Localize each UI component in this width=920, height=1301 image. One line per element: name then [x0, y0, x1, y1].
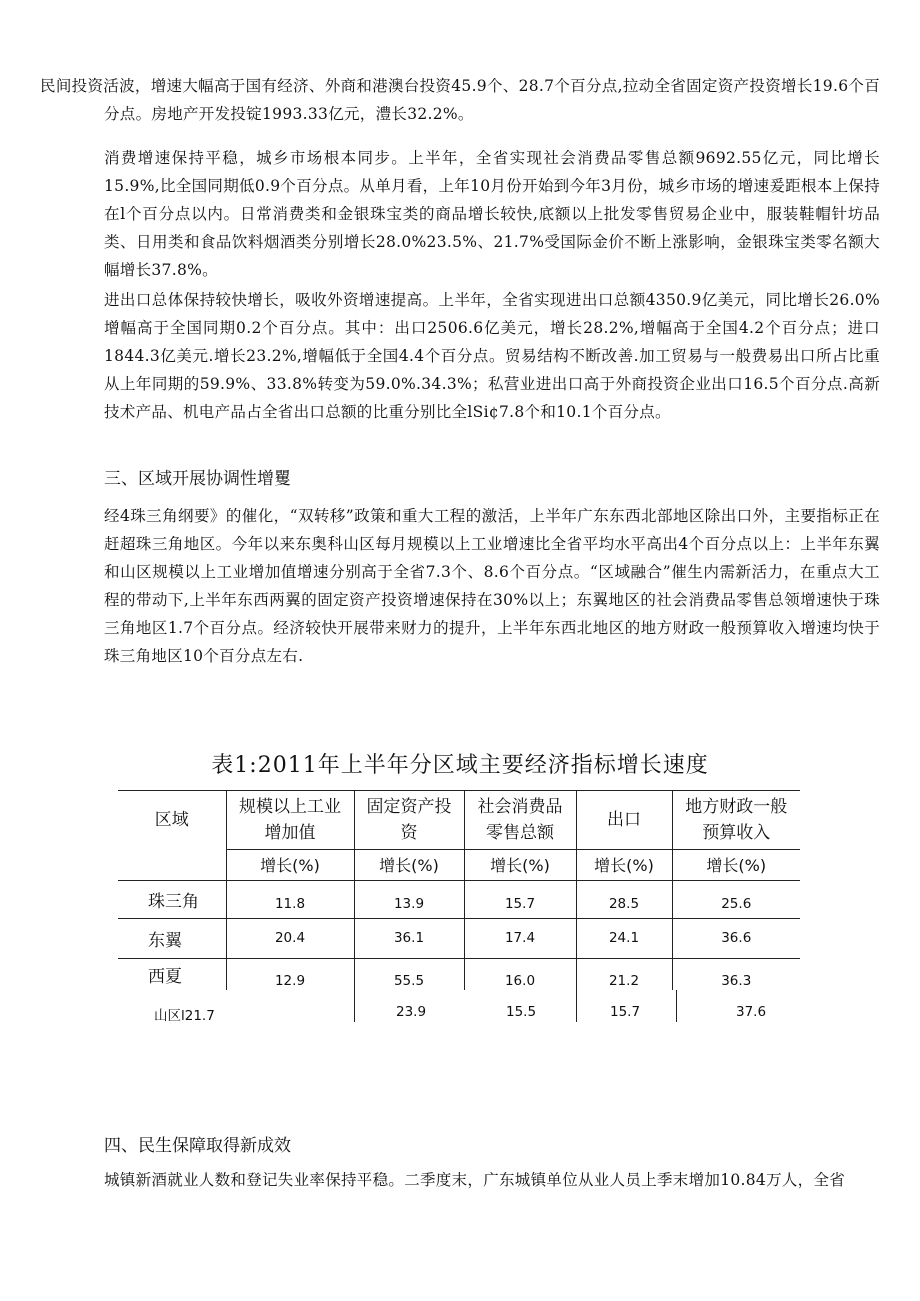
column-header: 社会消费品 零售总额	[464, 791, 576, 850]
table-cell: 23.9	[396, 1004, 427, 1020]
table-unit-row	[118, 849, 800, 880]
paragraph-text: 经4珠三角纲要》的催化，“双转移”政策和重大工程的激活，上半年广东东西北部地区除出口外，主要指标正在赶超珠三角地区。今年以来东奥科山区每月规模以上工业增速比全省平均水平高出4个百分点以上：上半年东翼和山区规模以上工业增加值增速分别高于全省7.3个、8.6个百分点。“区域融合”催生内需新活力，在重点大工程的带动下,上半年东西两翼的固定资产投资增速保持在30%以上；东翼地区的社会消费品零售总领增速快于珠三角地区1.7个百分点。经济较快开展带来财力的提升，上半年东西北地区的地方财政一般预算收入增速均快于珠三角地区10个百分点左右.	[104, 507, 880, 665]
paragraph-text: 消费增速保持平稳，城乡市场根本同步。上半年，全省实现社会消费品零售总额9692.55亿元，同比增长15.9%,比全国同期低0.9个百分点。从单月看，上年10月份开始到今年3月份，城乡市场的增速爰距根本上保持在l个百分点以内。日常消费类和金银珠宝类的商品增长较快,底额以上批发零售贸易企业中，服装鞋帽针坊品类、日用类和食品饮料烟酒类分别增长28.0%23.5%、21.7%受国际金价不断上涨影响，金银珠宝类零名额大幅增长37.8%。	[104, 149, 880, 279]
table-row-mountain	[148, 990, 800, 1022]
table-cell: 12.9	[226, 958, 354, 990]
region-header: 区域	[118, 791, 226, 850]
row-label: 东翼	[118, 918, 226, 958]
table-cell: 11.8	[226, 880, 354, 918]
section-heading-livelihood: 四、民生保障取得新成效	[104, 1136, 291, 1156]
paragraph-employment	[104, 1166, 880, 1194]
table-cell: 25.6	[672, 880, 800, 918]
table-row	[118, 918, 800, 958]
paragraph-text: 民间投资活波，增速大幅高于国有经济、外商和港澳台投资45.9个、28.7个百分点,拉动全省固定资产投资增长19.6个百分点。房地产开发投锭1993.33亿元，澧长32.2%。	[40, 77, 880, 123]
unit-cell: 增长(%)	[672, 849, 800, 880]
unit-cell: 增长(%)	[226, 849, 354, 880]
unit-cell-empty	[118, 849, 226, 880]
row-label: 山区l21.7	[154, 1008, 215, 1024]
table-cell: 36.6	[672, 918, 800, 958]
paragraph-text: 进出口总体保持较快增长，吸收外资增速提高。上半年，全省实现进出口总额4350.9亿美元，同比增长26.0%增幅高于全国同期0.2个百分点。其中：出口2506.6亿美元，增长28.2%,增幅高于全国4.2个百分点；进口1844.3亿美元.增长23.2%,增幅低于全国4.4个百分点。贸易结构不断改善.加工贸易与一般费易出口所占比重从上年同期的59.9%、33.8%转变为59.0%.34.3%；私营业进出口高于外商投资企业出口16.5个百分点.高新技术产品、机电产品占全省出口总额的比重分别比全lSi¢7.8个和10.1个百分点。	[104, 291, 880, 421]
section-heading-regional: 三、区域开展协调性增矍	[104, 469, 291, 489]
row-label: 西夏	[148, 966, 182, 987]
paragraph-regional	[104, 502, 880, 670]
paragraph-import-export	[104, 286, 880, 426]
paragraph-consumption	[104, 144, 880, 284]
column-header: 固定资产投 资	[354, 791, 464, 850]
table-cell: 15.5	[506, 1004, 537, 1020]
paragraph-private-investment	[40, 72, 880, 128]
table-cell: 37.6	[736, 1004, 767, 1020]
table-cell: 21.2	[576, 958, 672, 990]
table-cell: 13.9	[354, 880, 464, 918]
regional-indicators-table	[118, 790, 800, 990]
table-row	[118, 880, 800, 918]
table-cell: 15.7	[610, 1004, 641, 1020]
unit-cell: 增长(%)	[576, 849, 672, 880]
table-cell: 55.5	[354, 958, 464, 990]
table-title: 表1:2011年上半年分区域主要经济指标增长速度	[211, 753, 709, 778]
column-header: 规模以上工业 增加值	[226, 791, 354, 850]
table-cell: 17.4	[464, 918, 576, 958]
table-header-row	[118, 791, 800, 850]
table-cell: 24.1	[576, 918, 672, 958]
unit-cell: 增长(%)	[464, 849, 576, 880]
unit-cell: 增长(%)	[354, 849, 464, 880]
table-row	[118, 958, 800, 990]
table-cell: 28.5	[576, 880, 672, 918]
table-cell: 16.0	[464, 958, 576, 990]
table-cell: 15.7	[464, 880, 576, 918]
column-header: 地方财政一般 预算收入	[672, 791, 800, 850]
paragraph-text: 城镇新酒就业人数和登记失业率保持平稳。二季度末，广东城镇单位从业人员上季末增加10.84万人，全省	[104, 1171, 846, 1189]
table-cell: 36.3	[672, 958, 800, 990]
column-header: 出口	[576, 791, 672, 850]
table-cell: 20.4	[226, 918, 354, 958]
table-cell: 36.1	[354, 918, 464, 958]
row-label: 珠三角	[118, 880, 226, 918]
